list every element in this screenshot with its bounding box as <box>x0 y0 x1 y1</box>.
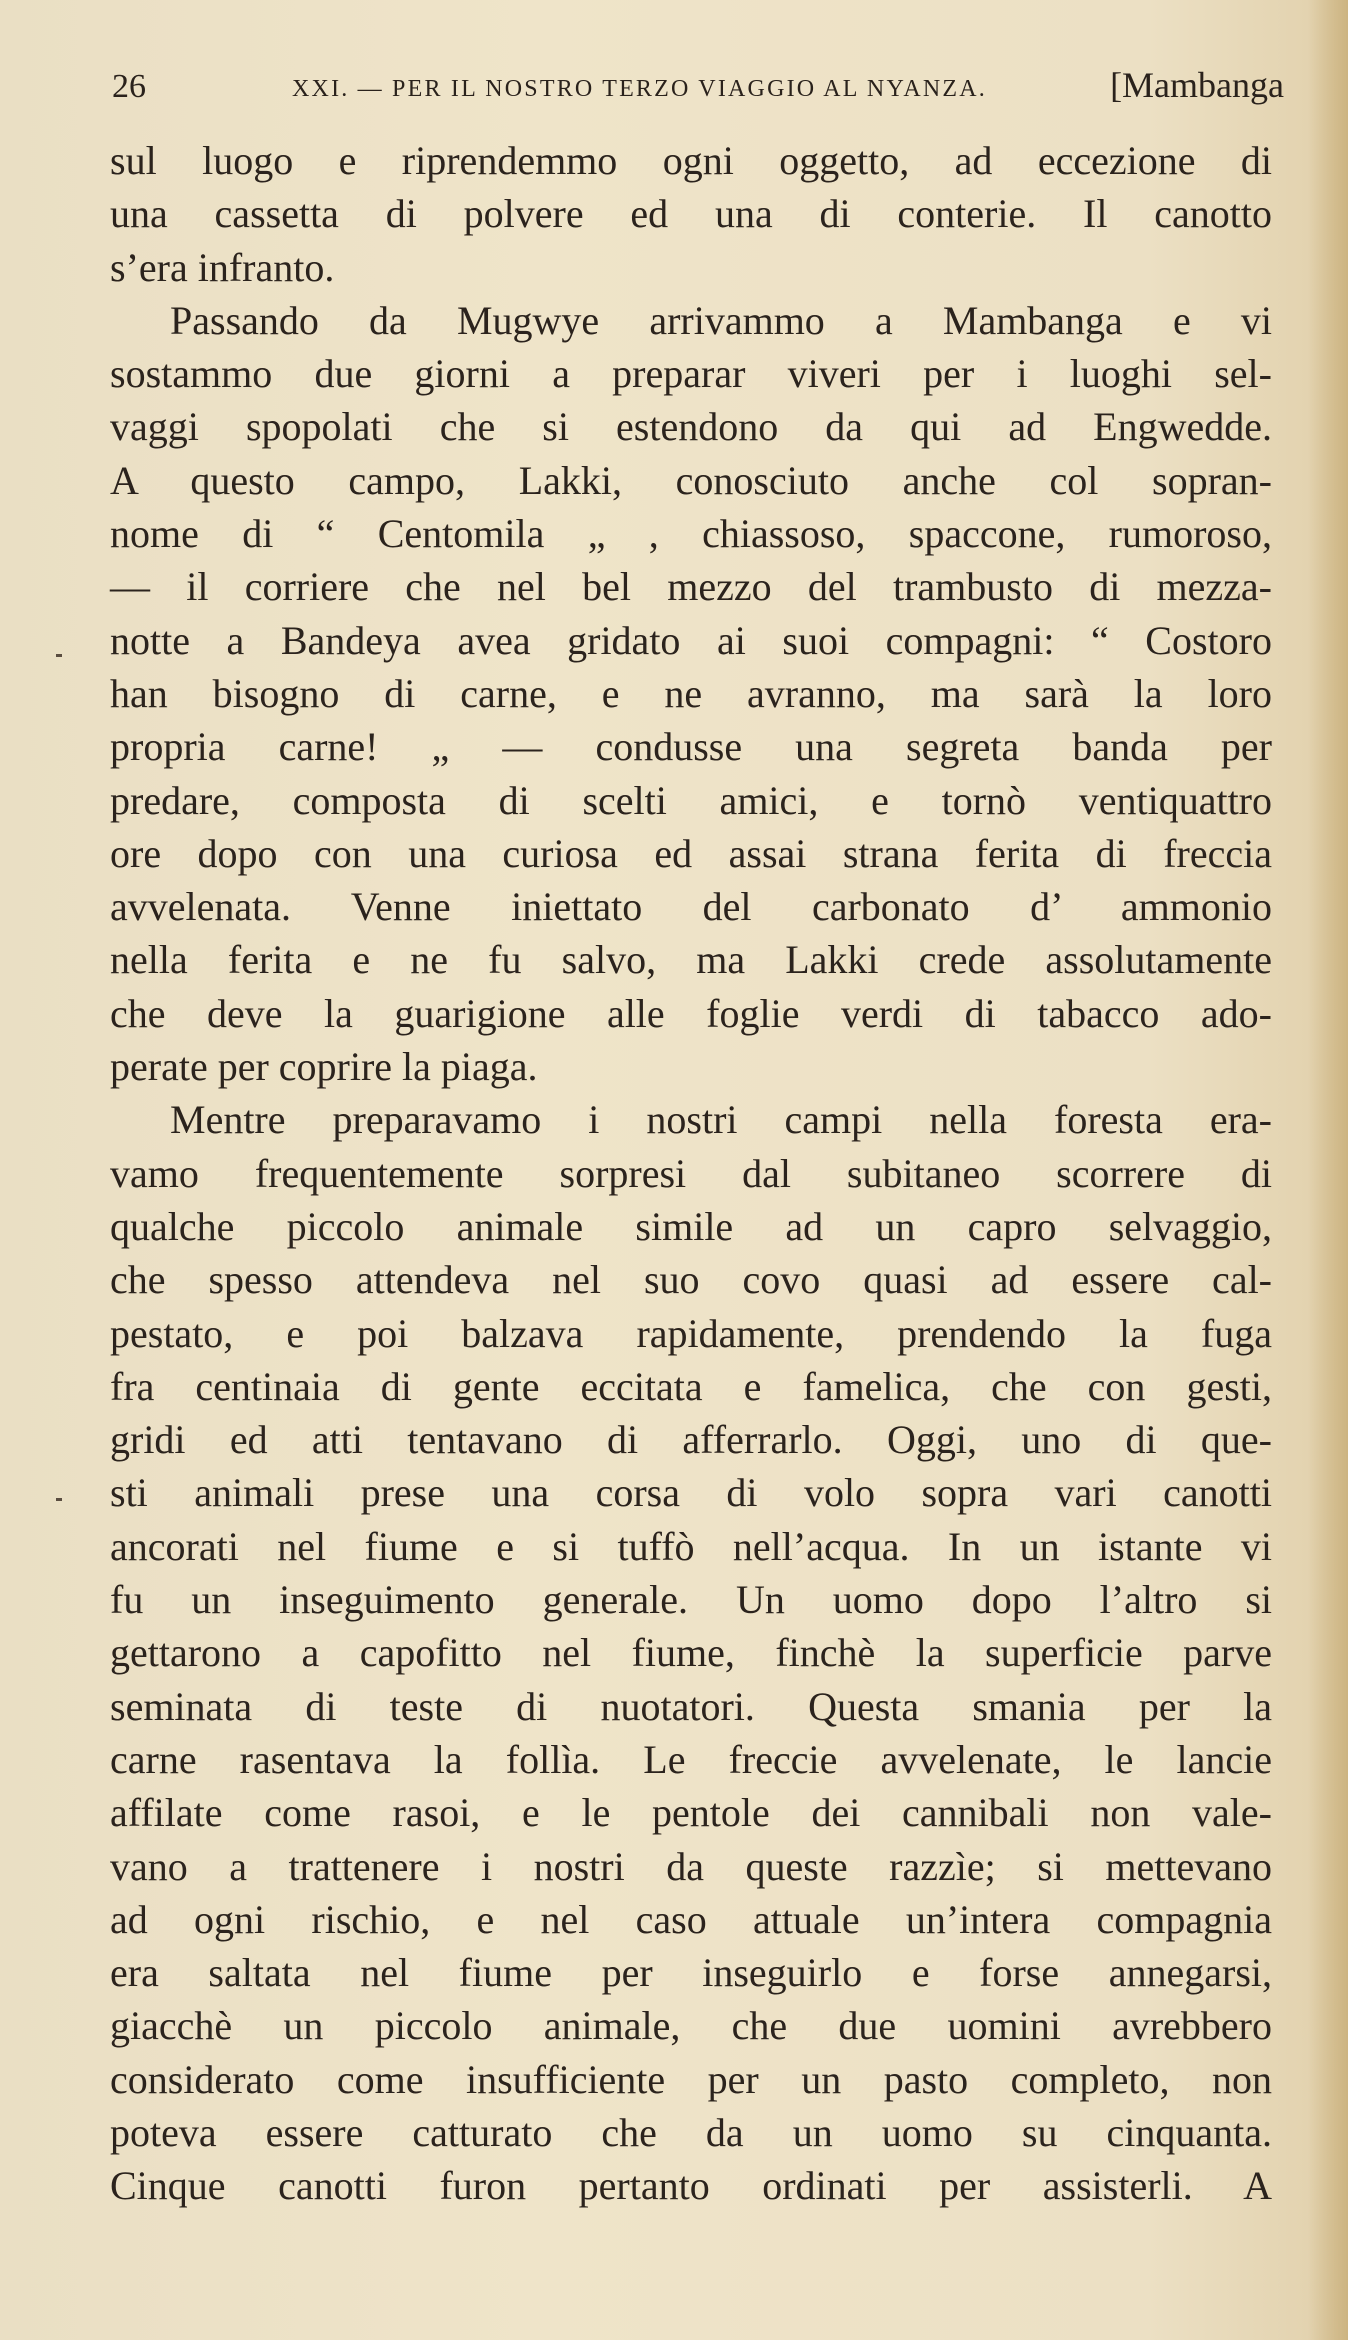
text-line: sostammo due giorni a preparar viveri per i luoghi sel- <box>110 351 1272 397</box>
page-header <box>112 62 1284 122</box>
text-line: seminata di teste di nuotatori. Questa smania per la <box>110 1683 1272 1729</box>
text-line: s’era infranto. <box>110 244 335 290</box>
text-line: qualche piccolo animale simile ad un capro selvaggio, <box>110 1203 1272 1249</box>
text-line: han bisogno di carne, e ne avranno, ma sarà la loro <box>110 670 1272 716</box>
text-line: nome di “ Centomila „ , chiassoso, spaccone, rumoroso, <box>110 511 1272 557</box>
text-line: vano a trattenere i nostri da queste razzìe; si mettevano <box>110 1843 1272 1889</box>
text-line: che deve la guarigione alle foglie verdi di tabacco ado- <box>110 990 1272 1036</box>
text-line: A questo campo, Lakki, conosciuto anche col sopran- <box>110 457 1272 503</box>
text-line: propria carne! „ — condusse una segreta banda per <box>110 724 1272 770</box>
page-number: 26 <box>112 68 146 105</box>
text-line: Mentre preparavamo i nostri campi nella foresta era- <box>170 1097 1272 1143</box>
text-line: una cassetta di polvere ed una di conterie. Il canotto <box>110 191 1272 237</box>
text-line: giacchè un piccolo animale, che due uomini avrebbero <box>110 2003 1272 2049</box>
body-text <box>110 134 1272 2213</box>
text-line: affilate come rasoi, e le pentole dei cannibali non vale- <box>110 1790 1272 1836</box>
text-line: pestato, e poi balzava rapidamente, prendendo la fuga <box>110 1310 1272 1356</box>
text-line: sul luogo e riprendemmo ogni oggetto, ad eccezione di <box>110 138 1272 183</box>
text-line: ore dopo con una curiosa ed assai strana ferita di freccia <box>110 830 1272 876</box>
text-line: perate per coprire la piaga. <box>110 1044 538 1090</box>
text-line: che spesso attendeva nel suo covo quasi ad essere cal- <box>110 1257 1272 1303</box>
text-line: considerato come insufficiente per un pasto completo, non <box>110 2056 1272 2102</box>
text-line: carne rasentava la follìa. Le freccie avvelenate, le lancie <box>110 1736 1272 1782</box>
text-line: fu un inseguimento generale. Un uomo dopo l’altro si <box>110 1577 1272 1623</box>
text-line: sti animali prese una corsa di volo sopra vari canotti <box>110 1470 1272 1516</box>
text-line: avvelenata. Venne iniettato del carbonato d’ ammonio <box>110 884 1272 930</box>
text-line: notte a Bandeya avea gridato ai suoi compagni: “ Costoro <box>110 617 1272 663</box>
page-edge-shadow <box>1308 0 1348 2340</box>
margin-mark <box>56 1498 62 1501</box>
text-line: gettarono a capofitto nel fiume, finchè la superficie parve <box>110 1630 1272 1676</box>
text-line: nella ferita e ne fu salvo, ma Lakki crede assolutamente <box>110 937 1272 983</box>
text-line: vamo frequentemente sorpresi dal subitaneo scorrere di <box>110 1150 1272 1196</box>
text-line: vaggi spopolati che si estendono da qui ad Engwedde. <box>110 404 1272 450</box>
text-line: gridi ed atti tentavano di afferrarlo. Oggi, uno di que- <box>110 1417 1272 1463</box>
margin-mark <box>56 654 62 657</box>
running-place: [Mambanga <box>1110 65 1284 105</box>
text-line: Cinque canotti furon pertanto ordinati per assisterli. A <box>110 2163 1272 2209</box>
text-line: poteva essere catturato che da un uomo su cinquanta. <box>110 2109 1272 2155</box>
running-title: XXI. — PER IL NOSTRO TERZO VIAGGIO AL NYANZA. <box>292 76 987 102</box>
text-line: era saltata nel fiume per inseguirlo e forse annegarsi, <box>110 1950 1272 1996</box>
text-line: Passando da Mugwye arrivammo a Mambanga e vi <box>170 297 1272 343</box>
text-line: ad ogni rischio, e nel caso attuale un’intera compagnia <box>110 1896 1272 1942</box>
text-line: predare, composta di scelti amici, e tornò ventiquattro <box>110 777 1272 823</box>
text-line: fra centinaia di gente eccitata e famelica, che con gesti, <box>110 1363 1272 1409</box>
text-line: — il corriere che nel bel mezzo del trambusto di mezza- <box>110 564 1272 610</box>
text-line: ancorati nel fiume e si tuffò nell’acqua. In un istante vi <box>110 1523 1272 1569</box>
